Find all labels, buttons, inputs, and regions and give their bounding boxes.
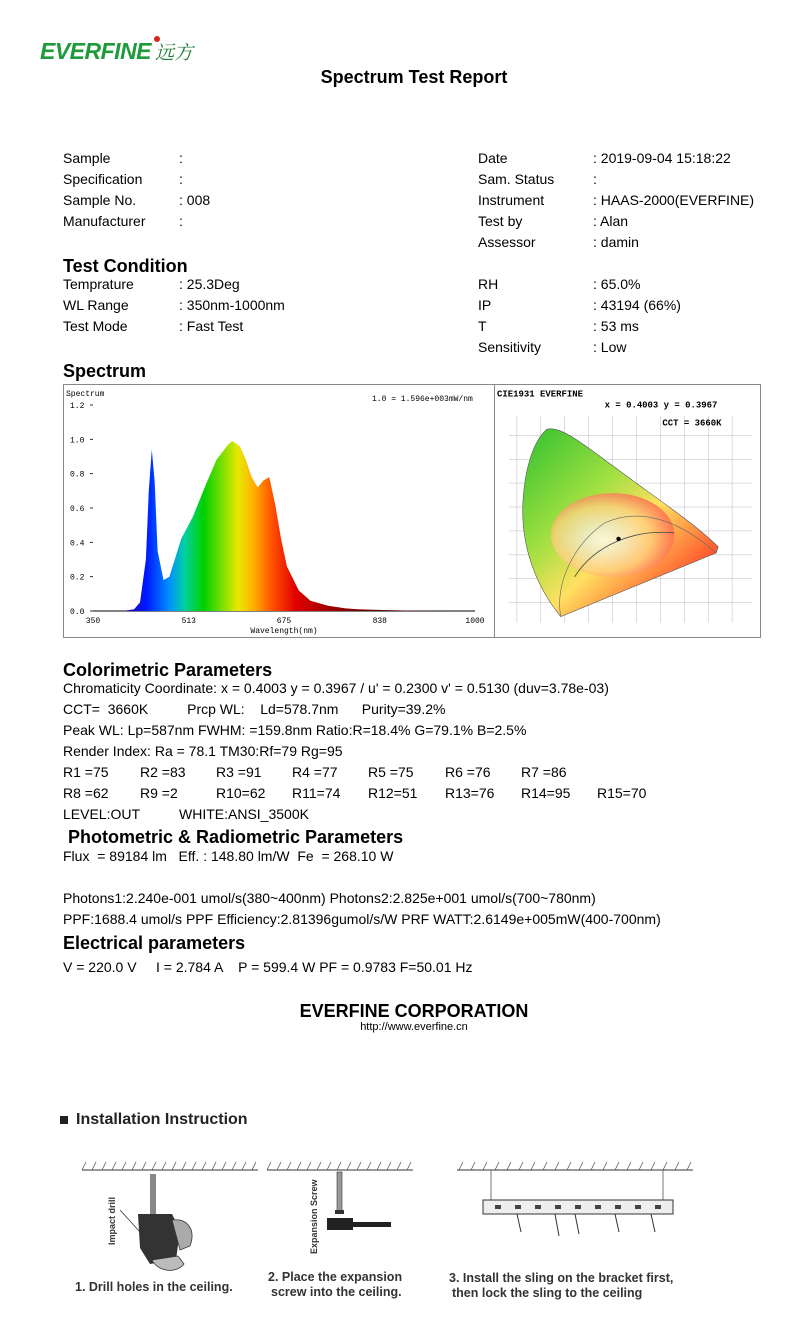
r-value: R12=51 bbox=[368, 785, 418, 801]
info-value: : HAAS-2000(EVERFINE) bbox=[593, 192, 755, 208]
info-key: Sam. Status bbox=[478, 171, 555, 187]
y-tick-label: 0.6 bbox=[70, 505, 85, 514]
bullet-square-icon bbox=[60, 1116, 68, 1124]
cie-cct: CCT = 3660K bbox=[662, 418, 722, 429]
measured-point bbox=[616, 537, 620, 541]
info-key: Date bbox=[478, 150, 508, 166]
r-value: R13=76 bbox=[445, 785, 495, 801]
colorimetric-heading: Colorimetric Parameters bbox=[63, 660, 273, 680]
tc-value: : Low bbox=[593, 339, 627, 355]
tc-value: : 65.0% bbox=[593, 276, 641, 292]
installation-heading bbox=[60, 1111, 248, 1129]
y-tick-label: 1.2 bbox=[70, 402, 85, 411]
y-tick-label: 0.8 bbox=[70, 470, 85, 480]
logo-dot bbox=[154, 36, 160, 42]
info-key: Test by bbox=[478, 213, 523, 229]
tc-key: T bbox=[478, 318, 487, 334]
spectrum-figure bbox=[63, 384, 761, 638]
r-value: R3 =91 bbox=[216, 764, 262, 780]
logo-text-cn: 远方 bbox=[155, 42, 194, 64]
spectrum-chart bbox=[64, 385, 494, 637]
r-value: R15=70 bbox=[597, 785, 647, 801]
r-value: R4 =77 bbox=[292, 764, 338, 780]
peak-line: Peak WL: Lp=587nm FWHM: =159.8nm Ratio:R=18.4% G=79.1% B=2.5% bbox=[63, 722, 527, 738]
step-2-caption-line2: screw into the ceiling. bbox=[271, 1285, 402, 1299]
y-tick-label: 0.0 bbox=[70, 608, 85, 617]
everfine-logo bbox=[40, 38, 193, 66]
info-key: Instrument bbox=[478, 192, 545, 208]
x-tick-label: 838 bbox=[372, 617, 387, 626]
logo-text-en: EVERFINE bbox=[40, 38, 152, 64]
y-tick-label: 1.0 bbox=[70, 436, 85, 446]
sling-illustration bbox=[455, 1160, 695, 1250]
cct-line: CCT= 3660K Prcp WL: Ld=578.7nm Purity=39.2% bbox=[63, 701, 446, 717]
chromaticity-line: Chromaticity Coordinate: x = 0.4003 y = 0.3967 / u' = 0.2300 v' = 0.5130 (duv=3.78e-03) bbox=[63, 680, 609, 696]
flux-line: Flux = 89184 lm Eff. : 148.80 lm/W Fe = 268.10 W bbox=[63, 848, 394, 864]
screw-illustration bbox=[265, 1160, 415, 1270]
tc-value: : 350nm-1000nm bbox=[179, 297, 285, 313]
footer-company: EVERFINE CORPORATION bbox=[299, 1001, 529, 1021]
r-value: R1 =75 bbox=[63, 764, 109, 780]
r-value: R5 =75 bbox=[368, 764, 414, 780]
y-tick-label: 0.4 bbox=[70, 539, 85, 549]
tc-value: : 43194 (66%) bbox=[593, 297, 681, 313]
tc-key: RH bbox=[478, 276, 499, 292]
r-value: R6 =76 bbox=[445, 764, 491, 780]
r-value: R7 =86 bbox=[521, 764, 567, 780]
footer-url: http://www.everfine.cn bbox=[360, 1021, 468, 1033]
info-value: : Alan bbox=[593, 213, 629, 229]
info-value: : damin bbox=[593, 234, 639, 250]
tc-key: Temprature bbox=[63, 276, 134, 292]
info-key: Assessor bbox=[478, 234, 536, 250]
tc-value: : 53 ms bbox=[593, 318, 639, 334]
report-title: Spectrum Test Report bbox=[320, 67, 508, 87]
cie-title: CIE1931 EVERFINE bbox=[496, 389, 583, 400]
info-value: : bbox=[179, 213, 183, 229]
electrical-line: V = 220.0 V I = 2.784 A P = 599.4 W PF = 0.9783 F=50.01 Hz bbox=[63, 959, 473, 975]
tc-key: WL Range bbox=[63, 297, 129, 313]
step-3-caption-line1: 3. Install the sling on the bracket first, bbox=[449, 1271, 674, 1285]
drill-bit bbox=[150, 1174, 156, 1214]
r-value: R9 =2 bbox=[140, 785, 178, 801]
x-tick-label: 350 bbox=[85, 617, 101, 626]
expansion-screw-icon bbox=[337, 1172, 342, 1212]
info-value: : bbox=[179, 171, 183, 187]
cie-xy: x = 0.4003 y = 0.3967 bbox=[604, 400, 718, 411]
chart-ylabel: Spectrum bbox=[66, 390, 105, 399]
impact-drill-label: Impact drill bbox=[107, 1196, 117, 1245]
ppf-line: PPF:1688.4 umol/s PPF Efficiency:2.81396gumol/s/W PRF WATT:2.6149e+005mW(400-700nm) bbox=[63, 911, 661, 927]
photometric-heading: Photometric & Radiometric Parameters bbox=[68, 827, 404, 847]
tc-key: Test Mode bbox=[63, 318, 128, 334]
x-tick-label: 513 bbox=[181, 617, 196, 626]
info-key: Specification bbox=[63, 171, 143, 187]
info-key: Sample No. bbox=[63, 192, 137, 208]
tc-key: IP bbox=[478, 297, 492, 313]
y-tick-label: 0.2 bbox=[70, 573, 85, 583]
level-value: LEVEL:OUT bbox=[63, 806, 141, 822]
info-value: : bbox=[179, 150, 183, 166]
info-value: : 2019-09-04 15:18:22 bbox=[593, 150, 731, 166]
hammer-handle bbox=[351, 1222, 391, 1227]
r-value: R11=74 bbox=[292, 785, 341, 801]
r-value: R14=95 bbox=[521, 785, 571, 801]
info-value: : bbox=[593, 171, 597, 187]
photons-line: Photons1:2.240e-001 umol/s(380~400nm) Photons2:2.825e+001 umol/s(700~780nm) bbox=[63, 890, 596, 906]
spectrum-curve bbox=[93, 441, 475, 611]
info-key: Sample bbox=[63, 150, 111, 166]
render-index-line: Render Index: Ra = 78.1 TM30:Rf=79 Rg=95 bbox=[63, 743, 343, 759]
r-value: R10=62 bbox=[216, 785, 266, 801]
test-condition-heading: Test Condition bbox=[63, 256, 188, 276]
tc-key: Sensitivity bbox=[478, 339, 542, 355]
tc-value: : Fast Test bbox=[179, 318, 244, 334]
cie-chromaticity-diagram bbox=[494, 385, 760, 637]
chart-xlabel: Wavelength(nm) bbox=[250, 627, 318, 636]
r-value: R8 =62 bbox=[63, 785, 109, 801]
step-3-caption-line2: then lock the sling to the ceiling bbox=[452, 1286, 643, 1300]
drill-illustration bbox=[80, 1160, 260, 1280]
info-key: Manufacturer bbox=[63, 213, 146, 229]
electrical-heading: Electrical parameters bbox=[63, 933, 246, 953]
info-value: : 008 bbox=[179, 192, 211, 208]
tc-value: : 25.3Deg bbox=[179, 276, 240, 292]
r-value: R2 =83 bbox=[140, 764, 186, 780]
spectrum-heading: Spectrum bbox=[63, 361, 147, 381]
white-value: WHITE:ANSI_3500K bbox=[179, 806, 309, 822]
installation-title: Installation Instruction bbox=[76, 1111, 248, 1128]
x-tick-label: 1000 bbox=[465, 617, 485, 626]
step-1-caption: 1. Drill holes in the ceiling. bbox=[75, 1280, 233, 1294]
expansion-screw-label: Expansion Screw bbox=[309, 1179, 319, 1254]
hammer-head-icon bbox=[327, 1218, 353, 1230]
x-tick-label: 675 bbox=[276, 617, 292, 626]
step-2-caption-line1: 2. Place the expansion bbox=[268, 1270, 403, 1284]
chart-scale-note: 1.0 = 1.596e+003mW/nm bbox=[372, 395, 473, 404]
